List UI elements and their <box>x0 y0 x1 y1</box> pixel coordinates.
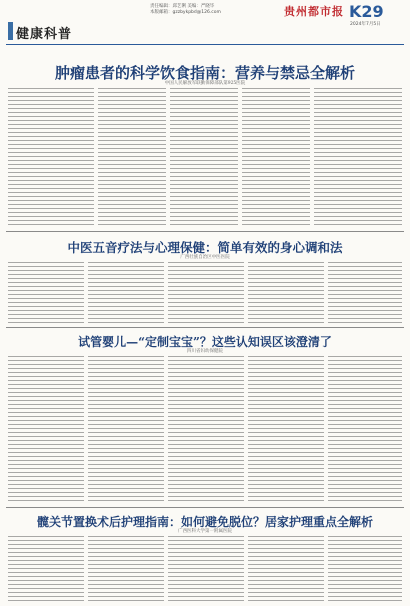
article-divider <box>6 327 404 328</box>
article-2-column <box>248 262 324 324</box>
article-3-title: 试管婴儿—“定制宝宝”？这些认知误区该澄清了 <box>78 335 332 349</box>
article-4-column <box>248 536 324 602</box>
article-3-column <box>8 356 84 504</box>
article-1-column <box>170 88 238 228</box>
article-4-column <box>8 536 84 602</box>
article-4-column <box>328 536 402 602</box>
email-line: 本版邮箱：gzzbykpbd@126.com <box>150 10 221 15</box>
page-number: K29 <box>349 2 384 21</box>
article-2-title: 中医五音疗法与心理保健：简单有效的身心调和法 <box>67 240 343 255</box>
editor-meta <box>150 4 221 16</box>
article-3-column <box>88 356 164 504</box>
article-2-column <box>8 262 84 324</box>
article-1-title: 肿瘤患者的科学饮食指南：营养与禁忌全解析 <box>54 64 355 82</box>
issue-date: 2024年7月5日 <box>350 22 381 27</box>
article-2-column <box>168 262 244 324</box>
article-1-column <box>8 88 94 228</box>
section-title: 健康科普 <box>16 27 73 42</box>
article-1-byline: 中国人民解放军联勤保障部队第925医院 <box>164 81 246 86</box>
article-4-column <box>168 536 244 602</box>
article-divider <box>6 231 404 232</box>
newspaper-logo: 贵州都市报 <box>284 5 344 18</box>
article-3-column <box>168 356 244 504</box>
header-rule <box>6 44 404 45</box>
article-1-column <box>314 88 402 228</box>
article-1-column <box>98 88 166 228</box>
article-2-column <box>328 262 402 324</box>
article-4-title: 髋关节置换术后护理指南：如何避免脱位？居家护理重点全解析 <box>36 515 373 529</box>
page-header <box>0 0 410 48</box>
article-1-column <box>242 88 310 228</box>
article-divider <box>6 507 404 508</box>
article-2-byline: 广西壮族自治区中医医院 <box>180 255 230 260</box>
editor-line: 责任编辑：邱艺俐 美编：严晓毕 <box>150 4 215 9</box>
article-3-byline: 四川省妇幼保健院 <box>187 349 223 354</box>
article-2-column <box>88 262 164 324</box>
article-3-column <box>328 356 402 504</box>
article-4-column <box>88 536 164 602</box>
article-4-byline: 广西医科大学第一附属医院 <box>178 529 232 534</box>
section-marker <box>8 22 13 40</box>
article-3-column <box>248 356 324 504</box>
